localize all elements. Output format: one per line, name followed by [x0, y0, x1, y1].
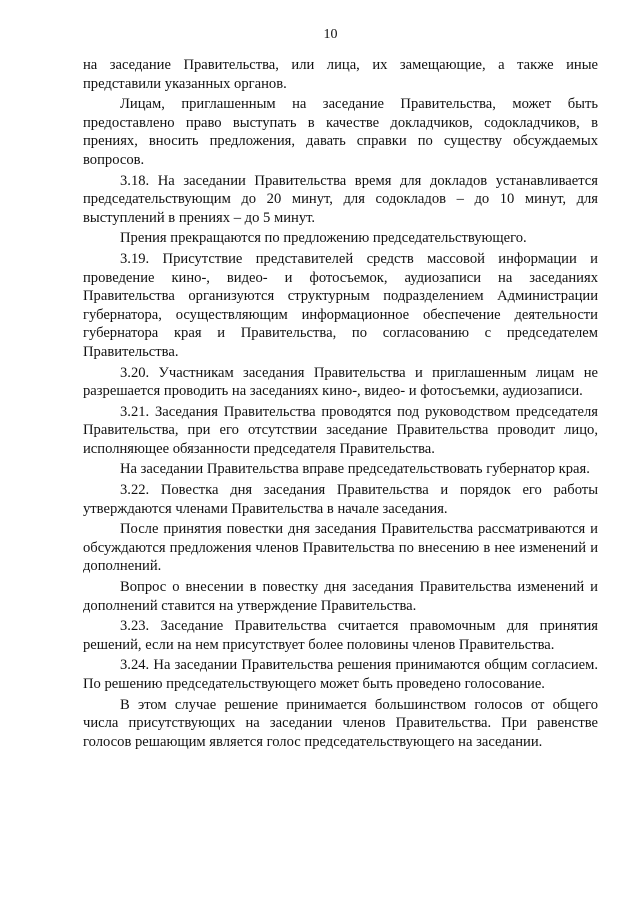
paragraph: В этом случае решение принимается большинством голосов от общего числа присутствующих на заседании членов Правительства. При равенстве голосов решающим является голос председательствующего на заседании.	[83, 696, 598, 750]
paragraph: На заседании Правительства вправе председательствовать губернатор края.	[120, 461, 590, 478]
paragraph: 3.24. На заседании Правительства решения принимаются общим согласием. По решению председательствующего может быть проведено голосование.	[83, 657, 598, 692]
paragraph: Лицам, приглашенным на заседание Правительства, может быть предоставлено право выступать в качестве докладчиков, содокладчиков, в прениях, вносить предложения, давать справки по существу обсуждаемых вопросов.	[83, 96, 598, 168]
paragraph: 3.23. Заседание Правительства считается правомочным для принятия решений, если на нем присутствует более половины членов Правительства.	[83, 618, 598, 653]
paragraph: Прения прекращаются по предложению председательствующего.	[120, 230, 527, 247]
document-body	[83, 56, 598, 751]
paragraph: на заседание Правительства, или лица, их замещающие, а также иные представили указанных органов.	[83, 57, 598, 92]
paragraph: 3.19. Присутствие представителей средств массовой информации и проведение кино-, видео- и фотосъемок, аудиозаписи на заседаниях Правительства организуются структурным подразделением Администрации губернатора, осуществляющим информационное обеспечение деятельности губернатора края и Правительства, по согласованию с председателем Правительства.	[83, 250, 598, 360]
paragraph: 3.22. Повестка дня заседания Правительства и порядок его работы утверждаются членами Правительства в начале заседания.	[83, 482, 598, 517]
paragraph: 3.20. Участникам заседания Правительства и приглашенным лицам не разрешается проводить на заседаниях кино-, видео- и фотосъемки, аудиозаписи.	[83, 364, 598, 400]
paragraph: 3.18. На заседании Правительства время для докладов устанавливается председательствующим до 20 минут, для содокладов – до 10 минут, для выступлений в прениях – до 5 минут.	[83, 172, 598, 226]
paragraph: 3.21. Заседания Правительства проводятся под руководством председателя Правительства, при его отсутствии заседание Правительства проводит лицо, исполняющее обязанности председателя Правительства.	[83, 403, 598, 457]
paragraph: После принятия повестки дня заседания Правительства рассматриваются и обсуждаются предложения членов Правительства по внесению в нее изменений и дополнений.	[83, 521, 598, 575]
page-number: 10	[323, 27, 338, 42]
paragraph: Вопрос о внесении в повестку дня заседания Правительства изменений и дополнений ставится на утверждение Правительства.	[83, 579, 598, 614]
